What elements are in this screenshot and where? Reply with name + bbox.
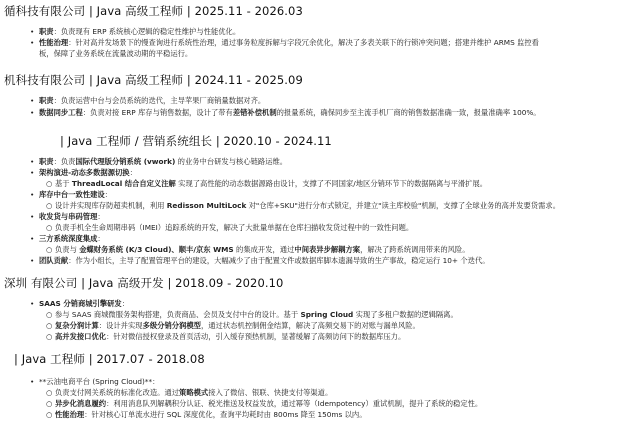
bullet-icon: • bbox=[30, 234, 35, 243]
job-title: 深圳 有限公司 | Java 高级开发 | 2018.09 - 2020.10 bbox=[4, 276, 284, 290]
bullet-icon: • bbox=[30, 168, 35, 177]
job-subitem: ○ 负责手机全生命周期串码（IMEI）追踪系统的开发，解决了大批量单据在仓库扫描收发货过程中的一致性问题。 bbox=[46, 223, 414, 232]
job-item-continued: 板，保障了业务系统在流量波动期的平稳运行。 bbox=[39, 49, 193, 58]
bullet-icon: • bbox=[30, 96, 35, 105]
job-item: • 性能治理：针对高并发场景下的慢查询进行系统性治理，通过事务粒度拆解与字段冗余优化，解决了多表关联下的行锁冲突问题；搭建并维护 ARMS 监控看 bbox=[30, 38, 539, 47]
job-subitem: ○ 参与 SAAS 商城微服务架构搭建，负责商品、会员及支付中台的设计。基于 Spring Cloud 实现了多租户数据的逻辑隔离。 bbox=[46, 310, 458, 319]
job-item: • 职责：负责国际代理版分销系统 (vwork) 的业务中台研发与核心链路运维。 bbox=[30, 157, 288, 166]
job-item: • 收发货与串码管理： bbox=[30, 212, 105, 221]
job-item: • 三方系统深度集成： bbox=[30, 234, 105, 243]
job-subitem: ○ 负责支付网关系统的标准化改造。通过策略模式接入了微信、银联、快捷支付等渠道。 bbox=[46, 388, 333, 397]
bullet-icon: • bbox=[30, 190, 35, 199]
bullet-icon: ○ bbox=[46, 179, 53, 188]
job-item: • SAAS 分销商城引擎研发： bbox=[30, 299, 130, 308]
job-item: • 库存中台一致性建设： bbox=[30, 190, 112, 199]
bullet-icon: ○ bbox=[46, 310, 53, 319]
job-subitem: ○ 复杂分润计算：设计并实现多级分销分润模型，通过状态机控制佣金结算，解决了高频交易下的对账与漏单风险。 bbox=[46, 321, 420, 330]
job-item: • 职责：负责运营中台与会员系统的迭代，主导苹果厂商销量数据对齐。 bbox=[30, 96, 266, 105]
job-subitem: ○ 设计并实现库存防超卖机制，利用 Redisson MultiLock 对"仓库+SKU"进行分布式锁定，并建立"读主库校验"机制，支撑了全球业务的高并发要货需求。 bbox=[46, 201, 560, 210]
job-title: | Java 工程师 / 营销系统组长 | 2020.10 - 2024.11 bbox=[60, 134, 332, 148]
bullet-icon: ○ bbox=[46, 201, 53, 210]
bullet-icon: ○ bbox=[46, 321, 53, 330]
bullet-icon: ○ bbox=[46, 410, 53, 419]
job-subitem: ○ 负责与 金蝶财务系统 (K/3 Cloud)、顺丰/京东 WMS 的集成开发，通过中间表异步解耦方案，解决了跨系统调用带来的风险。 bbox=[46, 245, 470, 254]
job-subitem: ○ 基于 ThreadLocal 结合自定义注解 实现了高性能的动态数据源路由设计，支撑了不同国家/地区分销环节下的数据隔离与平滑扩展。 bbox=[46, 179, 488, 188]
job-item: • 职责：负责现有 ERP 系统核心逻辑的稳定性维护与性能优化。 bbox=[30, 27, 241, 36]
bullet-icon: ○ bbox=[46, 332, 53, 341]
job-item: • 数据同步工程：负责对接 ERP 库存与销售数据，设计了带有差错补偿机制的报量系统，确保同步至主流手机厂商的销售数据准确一致，报量准确率 100%。 bbox=[30, 108, 541, 117]
job-title: | Java 工程师 | 2017.07 - 2018.08 bbox=[14, 352, 205, 366]
job-subitem: ○ 异步化消息履约：利用消息队列解耦积分认证、税光推送及权益发放，通过幂等（Idempotency）重试机制，提升了系统的稳定性。 bbox=[46, 399, 483, 408]
bullet-icon: • bbox=[30, 212, 35, 221]
bullet-icon: • bbox=[30, 108, 35, 117]
bullet-icon: ○ bbox=[46, 223, 53, 232]
job-subitem: ○ 性能治理：针对核心订单流水进行 SQL 深度优化，查询平均耗时由 800ms 降至 150ms 以内。 bbox=[46, 410, 367, 419]
bullet-icon: • bbox=[30, 27, 35, 36]
job-title: 循科技有限公司 | Java 高级工程师 | 2025.11 - 2026.03 bbox=[4, 4, 303, 18]
bullet-icon: • bbox=[30, 157, 35, 166]
job-item: • 架构演进-动态多数据源切换： bbox=[30, 168, 137, 177]
job-item: • 团队贡献：作为小组长，主导了配置管理平台的建设，大幅减少了由于配置文件或数据库脚本遗漏导致的生产事故，稳定运行 10+ 个迭代。 bbox=[30, 256, 490, 265]
job-subitem: ○ 高并发接口优化：针对微信授权登录及首页活动，引入缓存预热机制，显著缓解了高频访问下的数据库压力。 bbox=[46, 332, 406, 341]
job-item: • **云油电商平台 (Spring Cloud)**： bbox=[30, 377, 160, 386]
bullet-icon: ○ bbox=[46, 399, 53, 408]
bullet-icon: • bbox=[30, 377, 35, 386]
bullet-icon: ○ bbox=[46, 388, 53, 397]
bullet-icon: • bbox=[30, 38, 35, 47]
bullet-icon: ○ bbox=[46, 245, 53, 254]
bullet-icon: • bbox=[30, 299, 35, 308]
job-title: 机科技有限公司 | Java 高级工程师 | 2024.11 - 2025.09 bbox=[4, 73, 303, 87]
bullet-icon: • bbox=[30, 256, 35, 265]
